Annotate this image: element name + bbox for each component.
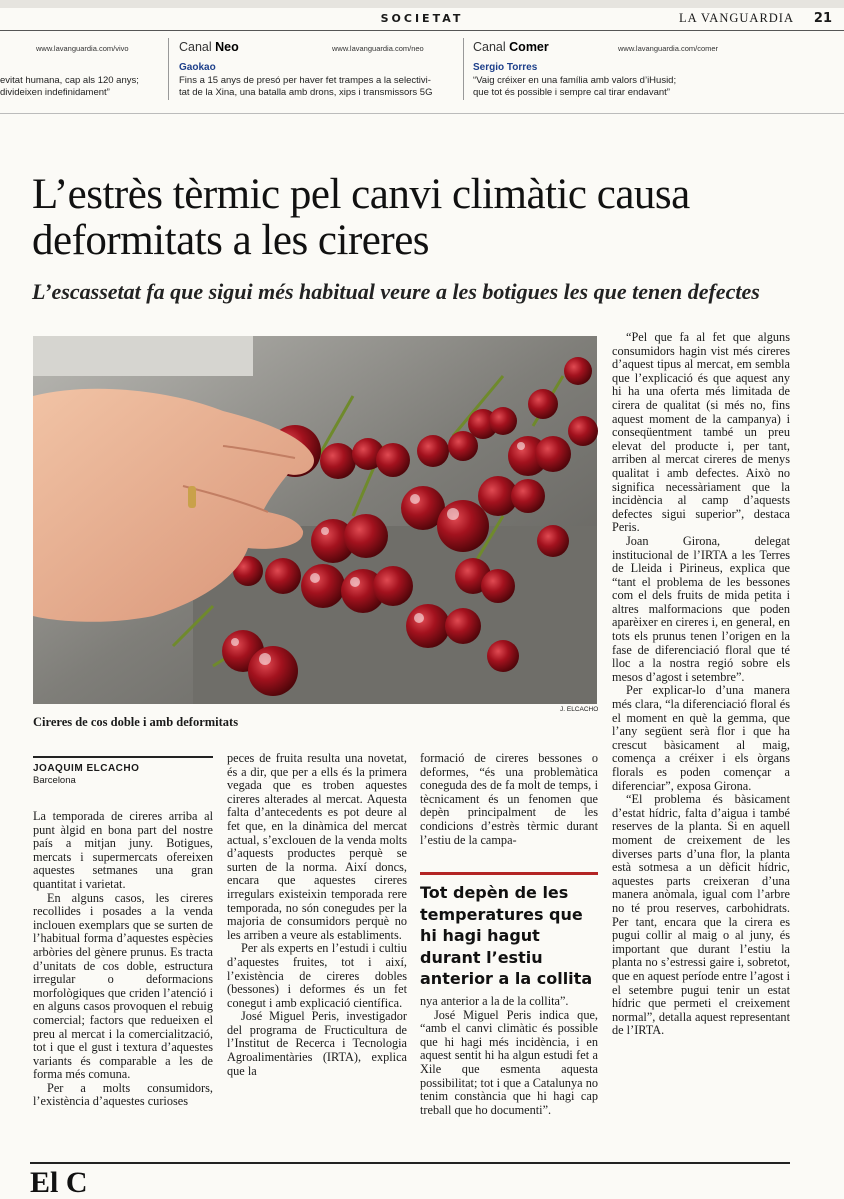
paragraph: “Pel que fa al fet que alguns consumidors hagin vist més cireres d’aquest tipus al mercat, em sembla que l’explicació és que aquest any hi ha una oferta més limitada de cirera de qualitat (si més no, fins aquest moment de la campanya) i conseqüentment també un preu elevat del producte i, per tant, arriben al mercat cireres de menys qualitat i amb defectes. Això no significa necessàriament que la incidència al camp d’aquests defectes sigui superior”, destaca Peris.	[612, 330, 790, 535]
pull-quote-rule	[420, 872, 598, 875]
article-subhead: L’escassetat fa que sigui més habitual veure a les botigues les que tenen defectes	[32, 279, 760, 304]
body-column-3	[420, 752, 598, 847]
newspaper-name: LA VANGUARDIA	[679, 11, 794, 25]
paragraph: José Miguel Peris indica que, “amb el canvi climàtic és possible que hi hagi més incidència, i en aquest sentit hi ha algun estudi fet a Xile que esmenta aquesta possibilitat; tot i que a Catalunya no tenim constància que hi hagi cap treball que ho documenti”.	[420, 1007, 598, 1117]
channel-name: Comer	[509, 40, 549, 54]
photo-caption: Cireres de cos doble i amb deformitats	[33, 715, 239, 729]
paragraph: La temporada de cireres arriba al punt àlgid en bona part del nostre país a mitjan juny. Botigues, mercats i supermercats ofereixen aquestes setmanes una gran quantitat i varietat.	[33, 809, 213, 891]
channel-rule	[0, 113, 844, 114]
channel-comer-text: “Vaig créixer en una família amb valors d’iHusid; que tot és possible i sempre cal tirar endavant”	[473, 75, 677, 98]
body-column-3-continued	[420, 995, 598, 1117]
channel-vivo-url[interactable]: www.lavanguardia.com/vivo	[36, 44, 129, 53]
photo-credit: J. ELCACHO	[560, 706, 599, 713]
page-number: 21	[813, 11, 832, 26]
next-article-headline-fragment: El C	[30, 1166, 88, 1199]
paragraph: Per a molts consumidors, l’existència d’aquestes curioses	[33, 1080, 213, 1109]
paragraph: “El problema és bàsicament d’estat hídric, falta d’aigua i també reserves de la planta. Si en aquell moment de creixement de les diverses parts d’una flor, la planta està sotmesa a un dèficit hídric, aquestes parts creixeran d’una manera anòmala, igual com l’arbre no té prou reserves, carbohidrats. Per tant, encara que la cirera es pugui collir al maig o al juny, és important que durant l’estiu la planta no s’estressi gaire i, sobretot, que en aquest període entre l’agost i el setembre pugui tenir un estat hídric que permeti el creixement normal”, detalla aquest representant de l’IRTA.	[612, 792, 790, 1038]
paragraph: En alguns casos, les cireres recollides i posades a la venda inclouen exemplars que se surten de l’habitual forma d’aquestes espècies arbòries del gènere prunus. Es tracta d’unitats de cos doble, estructura irregular o deformacions morfològiques que criden l’atenció i en alguns casos provoquen el rebuig comercial; factors que redueixen el preu al mercat i la comercialització, tot i que el gust i textura d’aquestes variants és comparable a les de forma més comuna.	[33, 890, 213, 1082]
body-column-2	[227, 752, 407, 1078]
paragraph: Per explicar-lo d’una manera més clara, “la diferenciació floral és el moment en què la gemma, que l’any següent serà flor i que ha crescut bàsicament al maig, comença a créixer i els òrgans florals es poden començar a diferenciar”, exposa Girona.	[612, 683, 790, 793]
article-headline: L’estrès tèrmic pel canvi climàtic causa deformitats a les cireres	[32, 171, 690, 264]
paragraph: José Miguel Peris, investigador del programa de Fructicultura de l’Institut de Recerca i Tecnologia Agroalimentàries (IRTA), explica que la	[227, 1009, 407, 1078]
channel-neo-text: Fins a 15 anys de presó per haver fet trampes a la selectivi- tat de la Xina, una batalla amb drons, xips i transmissors 5G	[179, 75, 433, 98]
next-article-peek	[30, 1166, 810, 1199]
bottom-rule	[30, 1162, 790, 1164]
channel-comer-title[interactable]	[473, 38, 549, 56]
channel-name: Neo	[215, 40, 239, 54]
cherries-photo-illustration	[33, 336, 597, 704]
body-column-4	[612, 331, 790, 1038]
channel-neo-url[interactable]: www.lavanguardia.com/neo	[332, 44, 424, 53]
author-name: JOAQUIM ELCACHO	[33, 763, 140, 774]
channel-comer-url[interactable]: www.lavanguardia.com/comer	[618, 44, 719, 53]
byline-rule	[33, 756, 213, 758]
author-location: Barcelona	[33, 775, 76, 786]
channel-divider	[168, 38, 169, 100]
section-title: SOCIETAT	[380, 12, 464, 25]
paragraph: nya anterior a la de la collita”.	[420, 994, 569, 1008]
channel-neo-title[interactable]	[179, 38, 239, 56]
paragraph: peces de fruita resulta una novetat, és a dir, que per a ells és la primera vegada que es troben aquestes cireres alterades al mercat. Aquesta falta d’antecedents es pot deure al fet que, en la dinàmica del mercat actual, s’exclouen de la venda molts d’aquests productes perquè se surten de la norma. Així doncs, encara que aquestes cireres irregulars existeixin temporada rere temporada, no són conegudes per la majoria de consumidors perquè no les arriben a veure als establiments.	[227, 751, 407, 942]
pull-quote: Tot depèn de les temperatures que hi hagi hagut durant l’estiu anterior a la collita	[420, 883, 593, 988]
channel-comer-subtitle: Sergio Torres	[473, 62, 538, 73]
paragraph: Joan Girona, delegat institucional de l’IRTA a les Terres de Lleida i Pirineus, explica que “tant el problema de les bessones com el dels fruits de mida petita i altres malformacions que poden aparèixer en cireres i, en general, en tots els prunus tenen l’origen en la fase de diferenciació floral que té lloc a la nostra regió sobre els mesos d’agost i setembre”.	[612, 533, 790, 684]
article-photo	[33, 336, 597, 704]
top-strip	[0, 0, 844, 8]
channel-neo-subtitle: Gaokao	[179, 62, 216, 73]
channel-divider	[463, 38, 464, 100]
channel-label: Canal	[473, 40, 506, 54]
channel-vivo-text: evitat humana, cap als 120 anys; divideixen indefinidament”	[0, 75, 139, 98]
paragraph: formació de cireres bessones o deformes, “és una problemàtica coneguda des de fa molt de temps, i tècnicament és un fenomen que depèn principalment de les condicions d’estrès tèrmic durant l’estiu de la campa-	[420, 751, 598, 847]
masthead-rule	[0, 30, 844, 31]
paragraph: Per als experts en l’estudi i cultiu d’aquestes fruites, tot i així, l’existència de cireres dobles (bessones) i deformes és un fet conegut i amb explicació científica.	[227, 941, 407, 1010]
body-column-1	[33, 810, 213, 1109]
channel-label: Canal	[179, 40, 212, 54]
